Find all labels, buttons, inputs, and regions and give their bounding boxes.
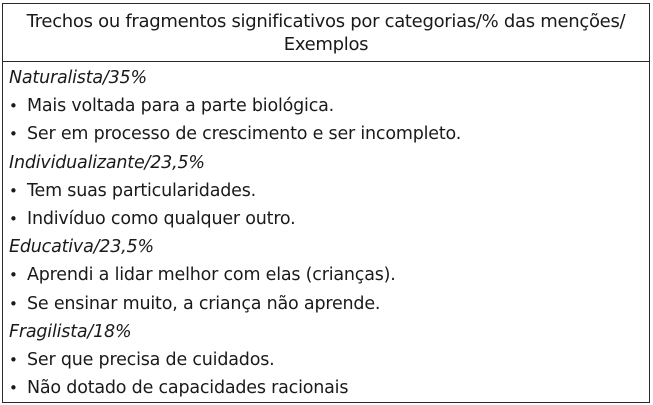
- category-label-fragilista: Fragilista/18%: [9, 321, 132, 342]
- list-item-text: Indivíduo como qualquer outro.: [27, 208, 296, 229]
- bullet-icon: •: [9, 181, 18, 200]
- bullet-icon: •: [9, 125, 18, 144]
- table-body: [3, 62, 649, 402]
- table-header: [3, 4, 649, 62]
- category-label-individualizante: Individualizante/23,5%: [9, 152, 205, 173]
- list-item-text: Ser que precisa de cuidados.: [27, 349, 275, 370]
- bullet-icon: •: [9, 350, 18, 369]
- bullet-icon: •: [9, 209, 18, 228]
- bullet-icon: •: [9, 294, 18, 313]
- list-item: [9, 374, 649, 402]
- bullet-icon: •: [9, 266, 18, 285]
- list-item: [9, 261, 649, 289]
- list-item: [9, 120, 649, 148]
- list-item-text: Mais voltada para a parte biológica.: [27, 96, 335, 117]
- list-item-text: Tem suas particularidades.: [27, 180, 256, 201]
- list-item: [9, 346, 649, 374]
- list-item-text: Se ensinar muito, a criança não aprende.: [27, 293, 381, 314]
- list-item: [9, 177, 649, 205]
- header-line-1: Trechos ou fragmentos significativos por categorias/% das menções/: [26, 11, 626, 32]
- categories-table: [2, 3, 650, 403]
- list-item-text: Ser em processo de crescimento e ser incompleto.: [27, 124, 462, 145]
- bullet-icon: •: [9, 379, 18, 398]
- list-item: [9, 92, 649, 120]
- category-label-educativa: Educativa/23,5%: [9, 237, 154, 258]
- list-item: [9, 205, 649, 233]
- header-line-2: Exemplos: [283, 34, 369, 55]
- bullet-icon: •: [9, 97, 18, 116]
- list-item: [9, 290, 649, 318]
- list-item-text: Não dotado de capacidades racionais: [27, 378, 349, 399]
- list-item-text: Aprendi a lidar melhor com elas (crianças).: [27, 265, 396, 286]
- category-label-naturalista: Naturalista/35%: [9, 68, 147, 88]
